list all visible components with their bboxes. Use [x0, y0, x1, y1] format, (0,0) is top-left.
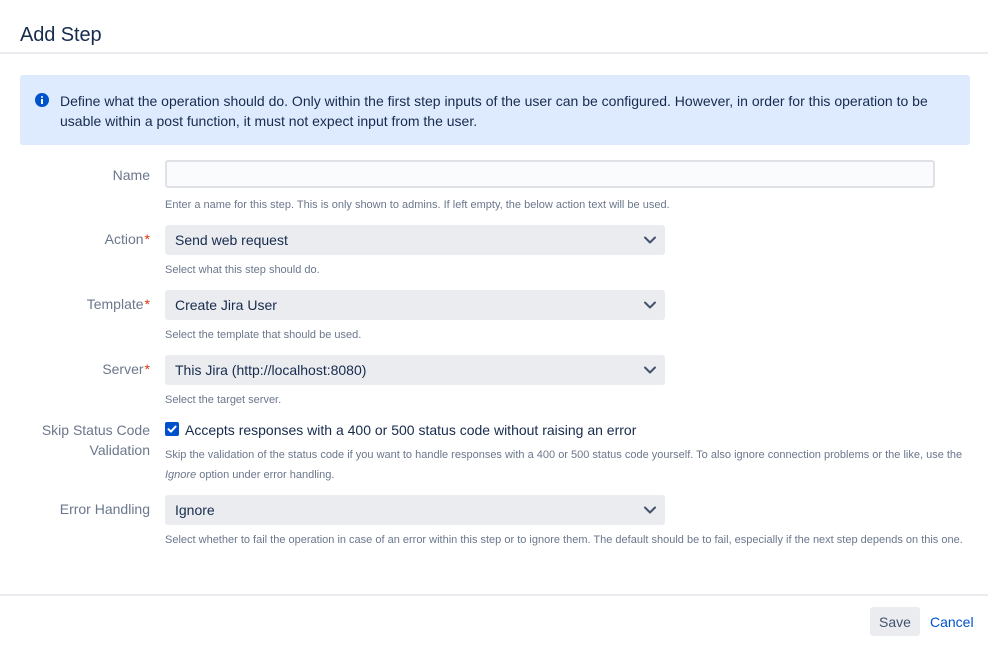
footer-divider — [0, 594, 988, 596]
server-help: Select the target server. — [165, 394, 282, 406]
template-select[interactable] — [165, 290, 665, 320]
cancel-link[interactable]: Cancel — [930, 614, 974, 630]
action-select-value: Send web request — [175, 232, 288, 248]
server-select[interactable] — [165, 355, 665, 385]
info-text: Define what the operation should do. Only within the first step inputs of the user can be configured. However, in order for this operation to be usable within a post function, it must not expect input from the user. — [60, 93, 928, 129]
skip-status-label: Skip Status Code Validation — [41, 422, 150, 458]
dialog-header — [0, 0, 988, 54]
required-marker: * — [144, 231, 150, 247]
required-marker: * — [144, 296, 150, 312]
chevron-down-icon — [643, 503, 657, 517]
action-select[interactable] — [165, 225, 665, 255]
server-select-value: This Jira (http://localhost:8080) — [175, 362, 367, 378]
action-label: Action* — [104, 231, 150, 247]
skip-status-checkbox-label[interactable]: Accepts responses with a 400 or 500 status code without raising an error — [185, 422, 637, 438]
error-handling-label: Error Handling — [59, 501, 150, 517]
save-button[interactable]: Save — [870, 607, 920, 636]
error-handling-help: Select whether to fail the operation in case of an error within this step or to ignore them. The default should be to fail, especially if the next step depends on this one. — [165, 534, 963, 546]
checkmark-icon — [165, 422, 179, 436]
template-select-value: Create Jira User — [175, 297, 277, 313]
chevron-down-icon — [643, 363, 657, 377]
name-help: Enter a name for this step. This is only shown to admins. If left empty, the below action text will be used. — [165, 199, 670, 211]
template-label: Template* — [86, 296, 150, 312]
skip-status-help: Skip the validation of the status code if you want to handle responses with a 400 or 500 status code yourself. To also ignore connection problems or the like, use the Ignore option under error handling. — [165, 449, 963, 481]
action-help: Select what this step should do. — [165, 264, 320, 276]
error-handling-select-value: Ignore — [175, 502, 215, 518]
error-handling-select[interactable] — [165, 495, 665, 525]
dialog-title: Add Step — [20, 24, 102, 46]
name-label: Name — [112, 167, 150, 183]
chevron-down-icon — [643, 233, 657, 247]
name-input[interactable] — [165, 160, 935, 188]
server-label: Server* — [102, 361, 150, 377]
chevron-down-icon — [643, 298, 657, 312]
template-help: Select the template that should be used. — [165, 329, 362, 341]
info-icon — [35, 93, 49, 107]
info-message — [20, 75, 970, 145]
skip-status-checkbox[interactable] — [165, 422, 179, 436]
required-marker: * — [144, 361, 150, 377]
